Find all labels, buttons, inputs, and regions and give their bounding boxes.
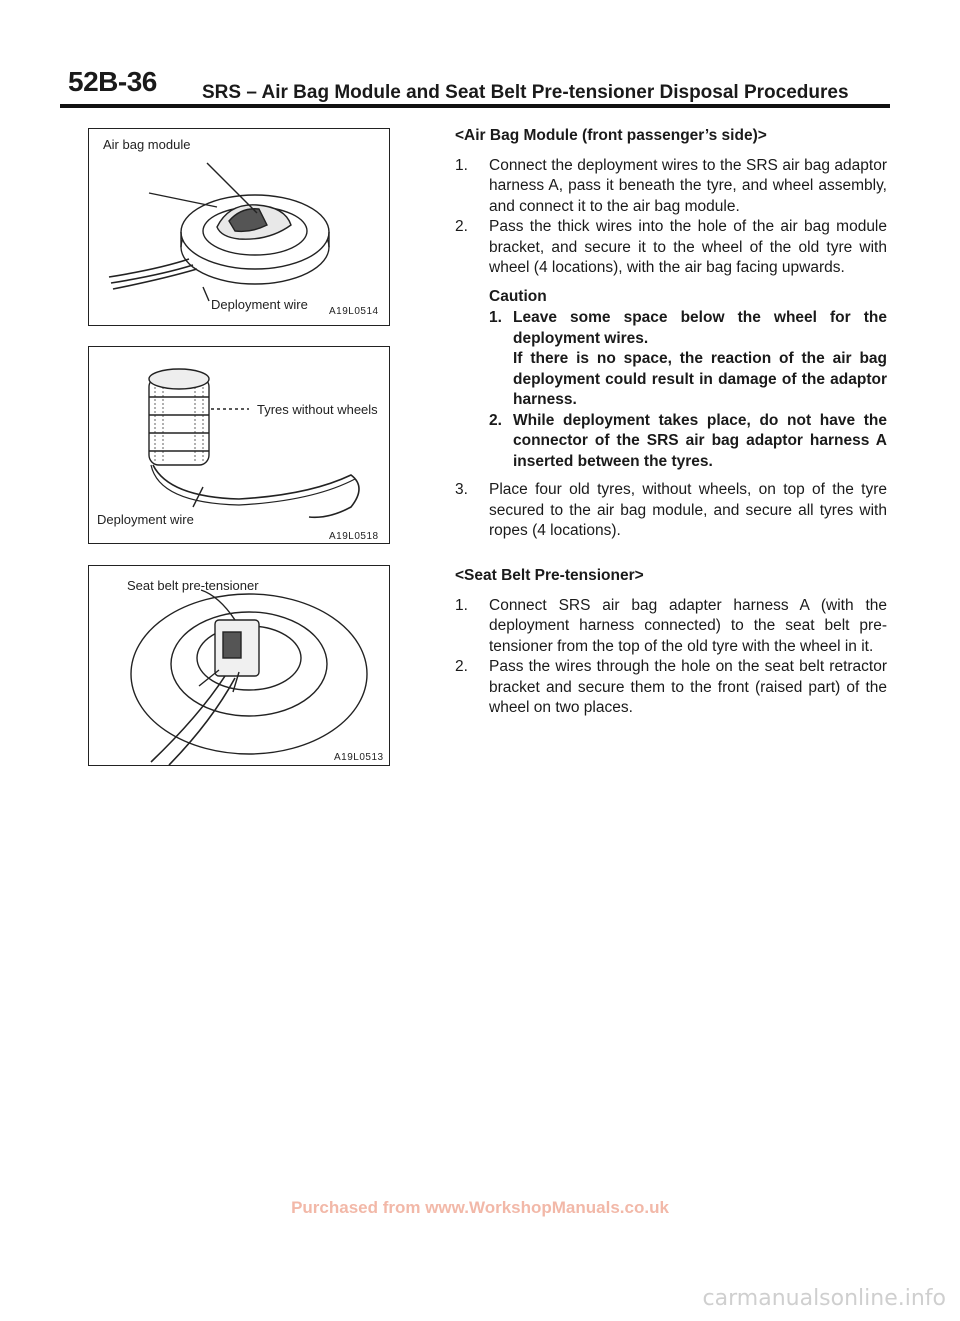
label-seat-belt-pretensioner: Seat belt pre-tensioner: [127, 578, 259, 593]
airbag-section: [455, 126, 887, 542]
page-header: [60, 66, 890, 106]
label-air-bag-module: Air bag module: [103, 137, 191, 152]
step-item: [455, 596, 887, 658]
caution-block: [489, 287, 887, 473]
figure-tyre-stack: [88, 346, 390, 544]
figure-airbag-module: [88, 128, 390, 326]
airbag-module-illustration: [89, 129, 389, 325]
step-item: [455, 657, 887, 719]
site-watermark: carmanualsonline.info: [702, 1286, 946, 1311]
figure-code: A19L0514: [329, 306, 379, 317]
step-number: 1.: [455, 596, 468, 614]
label-deployment-wire: Deployment wire: [211, 297, 308, 312]
caution-number: 2.: [489, 411, 502, 429]
step-text: Pass the thick wires into the hole of the air bag module bracket, and secure it to the wheel of the old tyre with wheel (4 locations), with the air bag facing upwards.: [489, 218, 887, 276]
airbag-section-heading: <Air Bag Module (front passenger’s side)>: [455, 127, 767, 144]
pretensioner-illustration: [89, 566, 389, 765]
caution-subtext: If there is no space, the reaction of the air bag deployment could result in damage of the adaptor harness.: [513, 350, 887, 408]
step-item: [455, 217, 887, 279]
step-item: [455, 156, 887, 218]
caution-number: 1.: [489, 309, 502, 326]
label-deployment-wire: Deployment wire: [97, 512, 194, 527]
page-number: 52B-36: [68, 66, 157, 97]
step-number: 2.: [455, 658, 468, 675]
caution-item: [489, 411, 887, 473]
step-text: Pass the wires through the hole on the seat belt retractor bracket and secure them to the front (raised part) of the wheel on two places.: [489, 658, 887, 716]
label-tyres-without-wheels: Tyres without wheels: [257, 402, 378, 417]
purchase-credit: Purchased from www.WorkshopManuals.co.uk: [291, 1198, 669, 1217]
caution-title: Caution: [489, 287, 547, 305]
caution-text: Leave some space below the wheel for the deployment wires.: [513, 309, 887, 347]
caution-item: [489, 308, 887, 411]
step-number: 1.: [455, 156, 468, 174]
figure-seat-belt-pretensioner: [88, 565, 390, 766]
figure-code: A19L0518: [329, 531, 379, 542]
header-rule: [60, 104, 890, 108]
step-text: Connect the deployment wires to the SRS air bag adaptor harness A, pass it beneath the tyre, and wheel assembly, and connect it to the air bag module.: [489, 156, 887, 215]
step-text: Place four old tyres, without wheels, on top of the tyre secured to the air bag module, and secure all tyres with ropes (4 locations).: [489, 481, 887, 539]
step-number: 2.: [455, 218, 468, 235]
page-title: SRS – Air Bag Module and Seat Belt Pre-tensioner Disposal Procedures: [202, 82, 849, 103]
figure-code: A19L0513: [334, 752, 384, 763]
step-item: [455, 480, 887, 542]
step-text: Connect SRS air bag adapter harness A (with the deployment harness connected) to the seat belt pre-tensioner from the top of the old tyre with the wheel in it.: [489, 596, 887, 655]
caution-text: While deployment takes place, do not have the connector of the SRS air bag adaptor harness A inserted between the tyres.: [513, 411, 887, 470]
step-number: 3.: [455, 481, 468, 498]
seatbelt-section: [455, 566, 887, 719]
seatbelt-section-heading: <Seat Belt Pre-tensioner>: [455, 567, 644, 584]
